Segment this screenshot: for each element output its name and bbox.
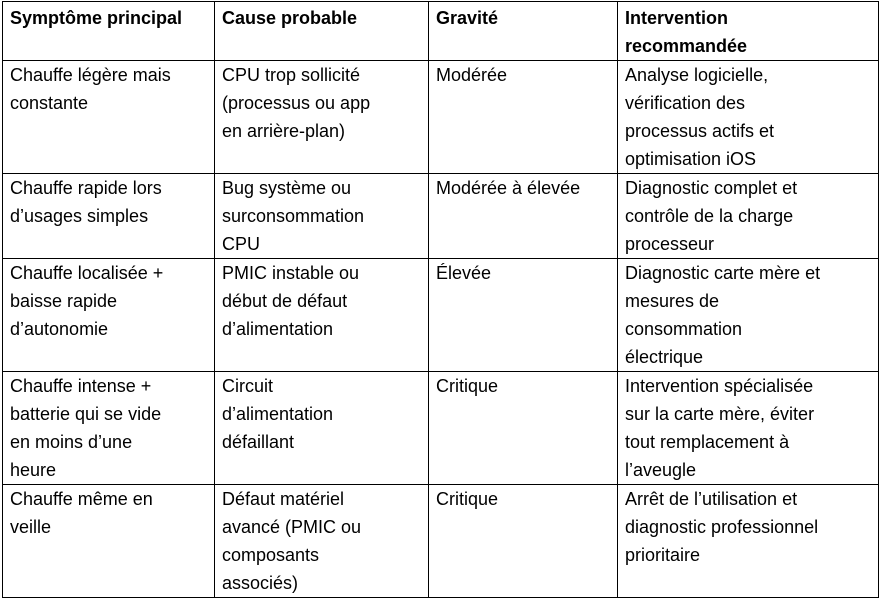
table-header-row — [3, 2, 879, 61]
cell-gravite: Modérée — [429, 61, 618, 174]
header-symptome: Symptôme principal — [3, 2, 215, 61]
cell-cause: Défaut matériel avancé (PMIC ou composants associés) — [215, 485, 429, 598]
cell-symptome: Chauffe légère mais constante — [3, 61, 215, 174]
cell-gravite: Élevée — [429, 259, 618, 372]
cell-intervention: Analyse logicielle, vérification des processus actifs et optimisation iOS — [618, 61, 879, 174]
cell-cause: CPU trop sollicité (processus ou app en arrière-plan) — [215, 61, 429, 174]
cell-intervention: Intervention spécialisée sur la carte mère, éviter tout remplacement à l’aveugle — [618, 372, 879, 485]
table-row — [3, 61, 879, 174]
cell-cause: PMIC instable ou début de défaut d’alimentation — [215, 259, 429, 372]
cell-symptome: Chauffe même en veille — [3, 485, 215, 598]
table-row — [3, 485, 879, 598]
header-intervention: Intervention recommandée — [618, 2, 879, 61]
cell-cause: Bug système ou surconsommation CPU — [215, 174, 429, 259]
cell-intervention: Diagnostic carte mère et mesures de consommation électrique — [618, 259, 879, 372]
cell-cause: Circuit d’alimentation défaillant — [215, 372, 429, 485]
table-row — [3, 174, 879, 259]
cell-symptome: Chauffe rapide lors d’usages simples — [3, 174, 215, 259]
table-row — [3, 372, 879, 485]
cell-symptome: Chauffe localisée + baisse rapide d’autonomie — [3, 259, 215, 372]
cell-symptome: Chauffe intense + batterie qui se vide en moins d’une heure — [3, 372, 215, 485]
cell-intervention: Diagnostic complet et contrôle de la charge processeur — [618, 174, 879, 259]
cell-gravite: Modérée à élevée — [429, 174, 618, 259]
cell-gravite: Critique — [429, 485, 618, 598]
table-row — [3, 259, 879, 372]
cell-intervention: Arrêt de l’utilisation et diagnostic professionnel prioritaire — [618, 485, 879, 598]
header-cause: Cause probable — [215, 2, 429, 61]
cell-gravite: Critique — [429, 372, 618, 485]
header-gravite: Gravité — [429, 2, 618, 61]
diagnostic-table — [2, 1, 879, 598]
